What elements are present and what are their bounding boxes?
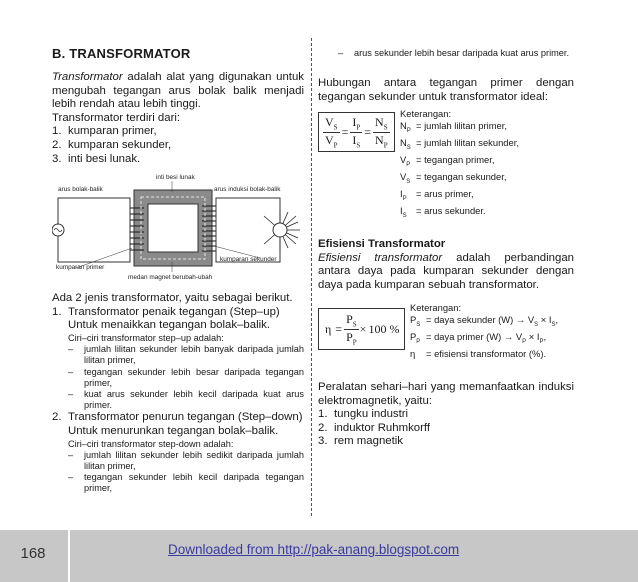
legend-item: $V_P$ = tegangan primer,	[400, 153, 495, 168]
section-title: B. TRANSFORMATOR	[52, 46, 191, 61]
relation-text: Hubungan antara tegangan primer dengan tegangan sekunder untuk transformator ideal:	[318, 77, 574, 103]
types-intro: Ada 2 jenis transformator, yaitu sebagai berikut.	[52, 292, 293, 305]
legend-2: Keterangan: $P_S$ = daya sekunder $(W) \to V_S \times I_S$, $P_P$ = daya primer $(W) \to V_P \times I_P$, η = efisiensi transformator (%).	[410, 302, 574, 359]
label-core: inti besi lunak	[156, 174, 195, 182]
parts-heading: Transformator terdiri dari:	[52, 111, 181, 124]
label-field: medan magnet berubah-ubah	[128, 274, 213, 282]
list-item: 2. kumparan sekunder,	[52, 138, 172, 151]
legend-item: $I_S$ = arus sekunder.	[400, 204, 486, 219]
label-induced: arus induksi bolak-balik	[214, 186, 281, 194]
legend-item: $P_P$ = daya primer $(W) \to V_P \times I_P$,	[410, 330, 547, 345]
left-column	[52, 40, 304, 495]
label-ac: arus bolak-balik	[58, 186, 103, 194]
list-item: – tegangan sekunder lebih kecil daripada tegangan primer,	[68, 472, 304, 494]
column-divider	[311, 38, 312, 516]
list-item: 2. Transformator penurun tegangan (Step–down)	[52, 411, 303, 424]
legend-item: $N_P$ = jumlah lilitan primer,	[400, 119, 507, 134]
type2-ciri: Ciri–ciri transformator step-down adalah:	[68, 438, 234, 449]
list-item: – jumlah lilitan sekunder lebih sedikit daripada jumlah lilitan primer,	[68, 449, 304, 471]
legend-item: $N_S$ = jumlah lilitan sekunder,	[400, 136, 519, 151]
list-item: 3. inti besi lunak.	[52, 152, 141, 165]
list-item: 1. kumparan primer,	[52, 125, 157, 138]
transformer-diagram	[52, 172, 304, 284]
legend-item: $P_S$ = daya sekunder $(W) \to V_S \times I_S$,	[410, 313, 559, 328]
type1-ciri: Ciri–ciri transformator step–up adalah:	[68, 332, 224, 343]
label-primary: kumparan primer	[56, 264, 105, 272]
efficiency-paragraph: Efisiensi transformator adalah perbandingan antara daya pada kumparan sekunder dengan daya pada kumparan sebuah transformator.	[318, 251, 574, 291]
page-number: 168	[20, 545, 46, 562]
right-column	[318, 40, 574, 449]
formula-block-1	[318, 108, 574, 222]
formula-efficiency: η = $P_S$ × 100 % $P_P$	[318, 308, 405, 350]
type1-desc: Untuk menaikkan tegangan bolak–balik.	[68, 319, 271, 332]
formula-block-2	[318, 302, 574, 359]
intro-paragraph: Transformator adalah alat yang digunakan untuk mengubah tegangan arus bolak balik menjadi lebih rendah atau lebih tinggi.	[52, 71, 304, 111]
download-link[interactable]: Downloaded from http://pak-anang.blogspot.com	[168, 542, 460, 557]
type2-desc: Untuk menurunkan tegangan bolak–balik.	[68, 424, 279, 437]
label-secondary: kumparan sekunder	[220, 256, 277, 264]
list-item: – kuat arus sekunder lebih kecil daripada kuat arus primer.	[68, 388, 304, 411]
applications-text: Peralatan sehari–hari yang memanfaatkan induksi elektromagnetik, yaitu:	[318, 381, 574, 407]
list-item: – jumlah lilitan sekunder lebih banyak daripada jumlah lilitan primer,	[68, 344, 304, 366]
list-item: – tegangan sekunder lebih besar daripada tegangan primer,	[68, 366, 304, 388]
list-item: 1. tungku industri	[318, 408, 409, 421]
legend-item: $V_S$ = tegangan sekunder,	[400, 170, 507, 185]
parts-list	[52, 125, 304, 166]
list-item: 1. Transformator penaik tegangan (Step–up)	[52, 305, 280, 318]
legend-item: $I_P$ = arus primer,	[400, 187, 474, 202]
legend-item: η = efisiensi transformator (%).	[410, 347, 547, 359]
list-item: 2. induktor Ruhmkorff	[318, 421, 431, 434]
list-item: 3. rem magnetik	[318, 435, 404, 448]
formula-ideal: $V_S$ = $I_P$ = $N_S$ $V_P$ $I_S$ $N_P$	[318, 112, 395, 152]
legend-1: Keterangan: $N_P$ = jumlah lilitan primer, $N_S$ = jumlah lilitan sekunder, $V_P$ = tegangan primer, $V_S$ = tegangan sekunder, $I_P$ = arus primer, $I_S$ = arus sekunder.	[400, 108, 574, 222]
efficiency-title: Efisiensi Transformator	[318, 238, 446, 251]
list-item: – arus sekunder lebih besar daripada kuat arus primer.	[338, 48, 570, 58]
